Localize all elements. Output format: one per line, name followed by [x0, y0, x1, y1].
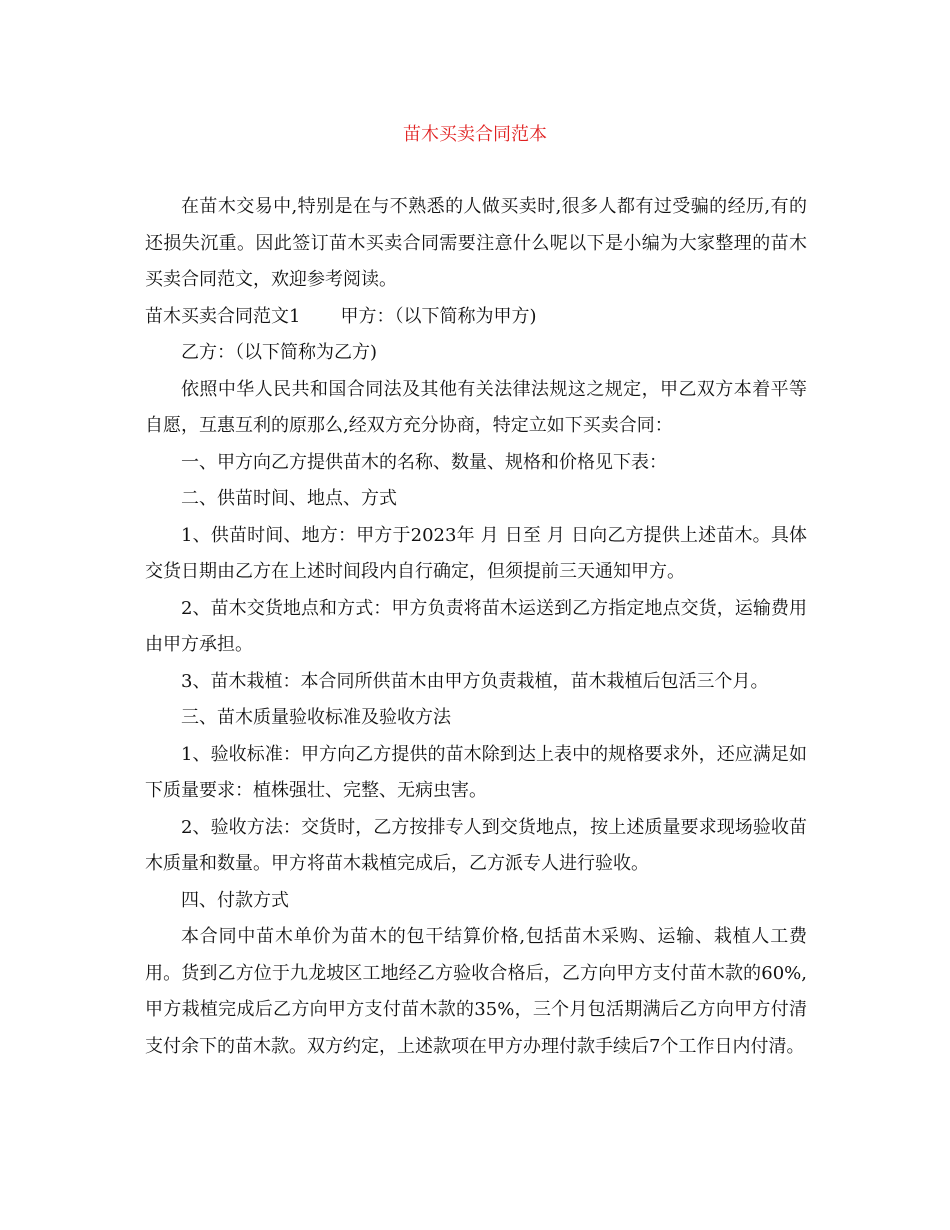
party-a-line: 甲方：（以下简称为甲方) — [340, 305, 537, 327]
section-3-item-1: 1、验收标准：甲方向乙方提供的苗木除到达上表中的规格要求外，还应满足如下质量要求：植株强壮、完整、无病虫害。 — [145, 743, 807, 801]
section-2-item-2: 2、苗木交货地点和方式：甲方负责将苗木运送到乙方指定地点交货，运输费用由甲方承担。 — [145, 597, 807, 655]
intro-paragraph: 在苗木交易中,特别是在与不熟悉的人做买卖时,很多人都有过受骗的经历,有的还损失沉重。因此签订苗木买卖合同需要注意什么呢以下是小编为大家整理的苗木买卖合同范文，欢迎参考阅读。 — [145, 196, 807, 290]
document-title: 苗木买卖合同范本 — [403, 124, 547, 145]
section-3-heading: 三、苗木质量验收标准及验收方法 — [181, 707, 451, 728]
section-2-item-3: 3、苗木栽植：本合同所供苗木由甲方负责栽植，苗木栽植后包活三个月。 — [181, 670, 769, 692]
section-2-item-1: 1、供苗时间、地方：甲方于2023年 月 日至 月 日向乙方提供上述苗木。具体交货日期由乙方在上述时间段内自行确定，但须提前三天通知甲方。 — [145, 524, 807, 582]
contract-heading: 苗木买卖合同范文1 — [145, 305, 301, 327]
section-2-heading: 二、供苗时间、地点、方式 — [181, 488, 397, 509]
section-4-heading: 四、付款方式 — [181, 889, 289, 911]
contract-heading-line — [145, 299, 807, 336]
document-body — [145, 189, 807, 1065]
section-1-heading: 一、甲方向乙方提供苗木的名称、数量、规格和价格见下表： — [181, 451, 667, 473]
party-b-line: 乙方：（以下简称为乙方) — [181, 342, 378, 363]
payment-paragraph: 本合同中苗木单价为苗木的包干结算价格,包括苗木采购、运输、栽植人工费用。货到乙方位于九龙坡区工地经乙方验收合格后，乙方向甲方支付苗木款的60%,甲方栽植完成后乙方向甲方支付苗木款的35%，三个月包活期满后乙方向甲方付清支付余下的苗木款。双方约定，上述款项在甲方办理付款手续后7个工作日内付清。 — [145, 926, 807, 1057]
section-3-item-2: 2、验收方法：交货时，乙方按排专人到交货地点，按上述质量要求现场验收苗木质量和数量。甲方将苗木栽植完成后，乙方派专人进行验收。 — [145, 816, 807, 874]
basis-paragraph: 依照中华人民共和国合同法及其他有关法律法规这之规定，甲乙双方本着平等自愿，互惠互利的原那么,经双方充分协商，特定立如下买卖合同： — [145, 378, 807, 436]
